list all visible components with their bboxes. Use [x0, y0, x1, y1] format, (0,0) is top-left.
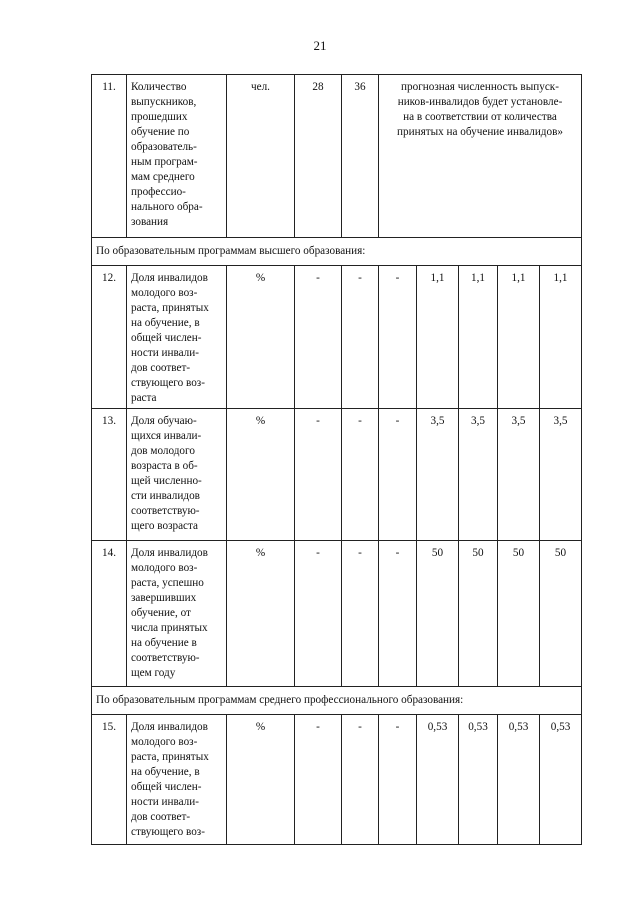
value-cell: - — [379, 715, 417, 845]
value-cell: 0,53 — [498, 715, 540, 845]
table-row — [92, 409, 582, 541]
row-number: 13. — [92, 409, 127, 541]
row-number: 12. — [92, 266, 127, 409]
value-cell: 0,53 — [540, 715, 582, 845]
value-cell: - — [379, 266, 417, 409]
value-cell: - — [342, 715, 379, 845]
unit-cell: % — [227, 409, 295, 541]
value-cell: 1,1 — [498, 266, 540, 409]
value-cell: 0,53 — [459, 715, 498, 845]
value-cell: - — [379, 541, 417, 687]
value-cell: - — [342, 541, 379, 687]
value-cell: 36 — [342, 75, 379, 238]
value-cell: - — [342, 266, 379, 409]
value-cell: 3,5 — [417, 409, 459, 541]
indicator-name: Количество выпускников, прошедших обучение по образователь- ным програм- мам среднего профессио- нального обра- зования — [127, 75, 227, 238]
unit-cell: % — [227, 541, 295, 687]
row-number: 14. — [92, 541, 127, 687]
value-cell: 1,1 — [540, 266, 582, 409]
value-cell: - — [295, 541, 342, 687]
value-cell: 50 — [417, 541, 459, 687]
value-cell: 1,1 — [417, 266, 459, 409]
value-cell: 0,53 — [417, 715, 459, 845]
section-row — [92, 238, 582, 266]
indicator-name: Доля инвалидов молодого воз- раста, принятых на обучение, в общей числен- ности инвали- дов соответ- ствующего воз- раста — [127, 266, 227, 409]
row-number: 15. — [92, 715, 127, 845]
table-row — [92, 75, 582, 238]
unit-cell: чел. — [227, 75, 295, 238]
value-cell: 28 — [295, 75, 342, 238]
value-cell: 1,1 — [459, 266, 498, 409]
value-cell: 3,5 — [459, 409, 498, 541]
section-heading-higher: По образовательным программам высшего образования: — [92, 238, 582, 266]
indicator-name: Доля обучаю- щихся инвали- дов молодого возраста в об- щей численно- сти инвалидов соответствую- щего возраста — [127, 409, 227, 541]
value-cell: 3,5 — [540, 409, 582, 541]
value-cell: - — [379, 409, 417, 541]
row-number: 11. — [92, 75, 127, 238]
value-cell: 3,5 — [498, 409, 540, 541]
value-cell: 50 — [459, 541, 498, 687]
note-cell: прогнозная численность выпуск- ников-инвалидов будет установле- на в соответствии от количества принятых на обучение инвалидов» — [379, 75, 582, 238]
section-heading-spo: По образовательным программам среднего профессионального образования: — [92, 687, 582, 715]
section-row — [92, 687, 582, 715]
value-cell: - — [342, 409, 379, 541]
table-row — [92, 541, 582, 687]
value-cell: - — [295, 715, 342, 845]
indicator-name: Доля инвалидов молодого воз- раста, успешно завершивших обучение, от числа принятых на обучение в соответствую- щем году — [127, 541, 227, 687]
table-row — [92, 715, 582, 845]
value-cell: 50 — [540, 541, 582, 687]
value-cell: - — [295, 266, 342, 409]
table-row — [92, 266, 582, 409]
unit-cell: % — [227, 266, 295, 409]
indicators-table — [91, 74, 582, 845]
value-cell: 50 — [498, 541, 540, 687]
value-cell: - — [295, 409, 342, 541]
unit-cell: % — [227, 715, 295, 845]
indicator-name: Доля инвалидов молодого воз- раста, принятых на обучение, в общей числен- ности инвали- дов соответ- ствующего воз- — [127, 715, 227, 845]
page-number: 21 — [313, 38, 327, 53]
